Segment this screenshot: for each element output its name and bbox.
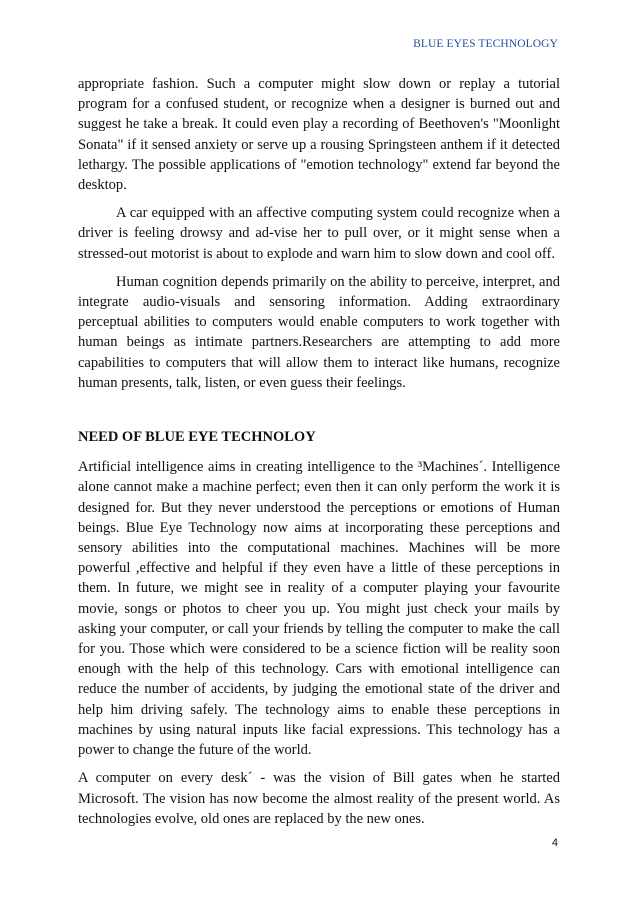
section-paragraph-2: A computer on every desk´ - was the vision of Bill gates when he started Microsoft. The vision has now become the almost reality of the present world. As technologies evolve, old ones are replaced by the new ones. <box>78 770 560 827</box>
body-paragraph-2: A car equipped with an affective computing system could recognize when a driver is feeling drowsy and ad-vise her to pull over, or it might sense when a stressed-out motorist is about to explode and warn him to slow down and cool off. <box>78 205 560 262</box>
running-header: BLUE EYES TECHNOLOGY <box>413 38 558 50</box>
body-paragraph-3: Human cognition depends primarily on the ability to perceive, interpret, and integrate audio-visuals and sensoring information. Adding extraordinary perceptual abilities to computers would enable computers to work together with human beings as intimate partners.Researchers are attempting to add more capabilities to computers that will allow them to interact like humans, recognize human presents, talk, listen, or even guess their feelings. <box>78 273 560 391</box>
page-number: 4 <box>551 837 558 849</box>
section-heading: NEED OF BLUE EYE TECHNOLOY <box>78 429 316 446</box>
section-paragraph-1: Artificial intelligence aims in creating intelligence to the ³Machines´. Intelligence alone cannot make a machine perfect; even then it can only perform the work it is designed for. But they never understood the perceptions or emotions of Human beings. Blue Eye Technology now aims at incorporating these perceptions and sensory abilities into the computational machines. Machines will be more powerful ,effective and helpful if they even have a little of these perceptions in them. In future, we might see in reality of a computer playing your favourite movie, songs or photos to cheer you up. You might just check your mails by asking your computer, or call your friends by telling the computer to make the call for you. Those which were considered to be a science fiction will be reality soon enough with the help of this technology. Cars with emotional intelligence can reduce the number of accidents, by judging the emotional state of the driver and help him driving safely. The technology aims to enable these perceptions in machines by using natural inputs like facial expressions. This technology has a power to change the future of the world. <box>78 459 560 759</box>
body-paragraph-1: appropriate fashion. Such a computer might slow down or replay a tutorial program for a confused student, or recognize when a designer is burned out and suggest he take a break. It could even play a recording of Beethoven's "Moonlight Sonata" if it sensed anxiety or serve up a rousing Springsteen anthem if it detected lethargy. The possible applications of "emotion technology" extend far beyond the desktop. <box>78 76 560 194</box>
section-spacer <box>78 401 560 427</box>
page-body <box>78 74 560 829</box>
